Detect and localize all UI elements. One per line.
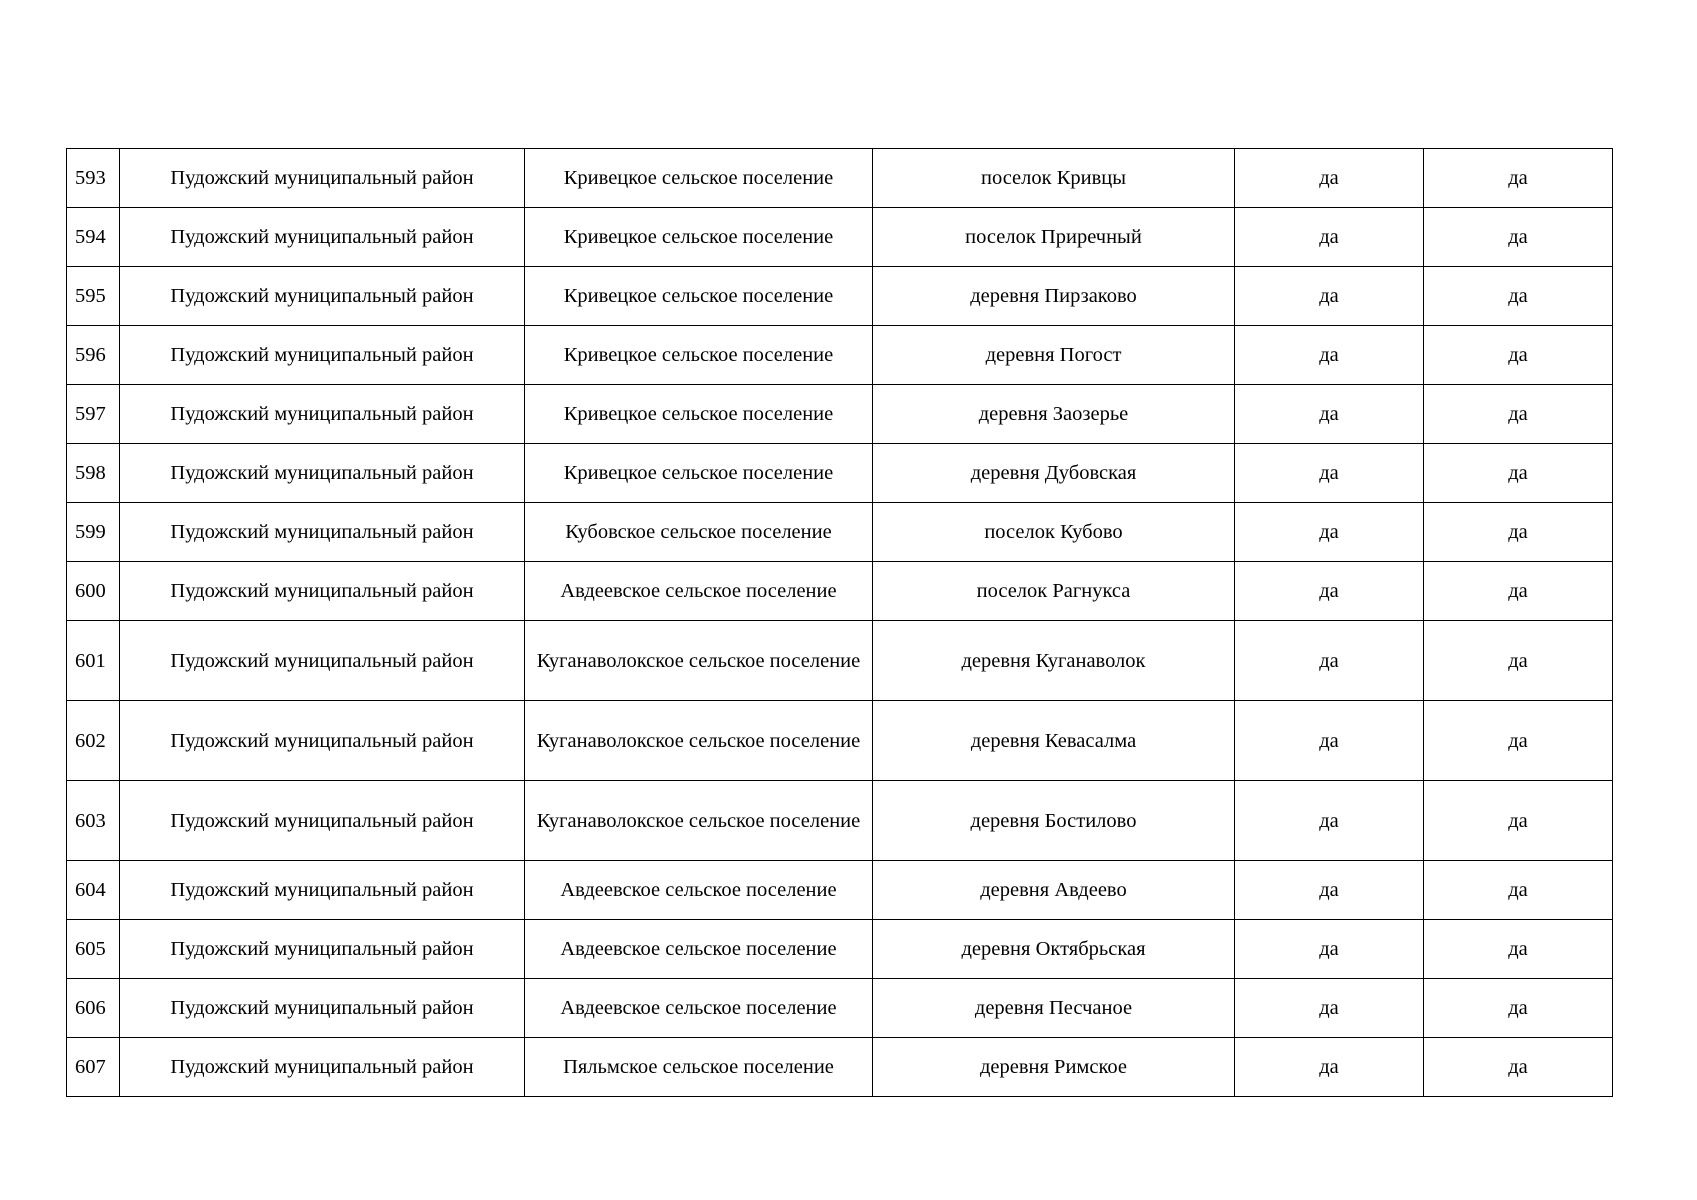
settlement-cell: Авдеевское сельское поселение	[525, 562, 873, 621]
locality-cell: деревня Куганаволок	[873, 621, 1235, 701]
settlement-cell: Кривецкое сельское поселение	[525, 326, 873, 385]
row-number-cell: 606	[67, 979, 120, 1038]
locality-cell: деревня Бостилово	[873, 781, 1235, 861]
flag-cell-2: да	[1424, 503, 1613, 562]
flag-cell-1: да	[1235, 149, 1424, 208]
table-row	[67, 861, 1613, 920]
locality-cell: деревня Римское	[873, 1038, 1235, 1097]
row-number-cell: 598	[67, 444, 120, 503]
flag-cell-2: да	[1424, 920, 1613, 979]
settlement-cell: Кривецкое сельское поселение	[525, 267, 873, 326]
district-cell: Пудожский муниципальный район	[120, 503, 525, 562]
flag-cell-2: да	[1424, 1038, 1613, 1097]
district-cell: Пудожский муниципальный район	[120, 920, 525, 979]
settlement-cell: Авдеевское сельское поселение	[525, 920, 873, 979]
district-cell: Пудожский муниципальный район	[120, 149, 525, 208]
flag-cell-1: да	[1235, 621, 1424, 701]
table-row	[67, 326, 1613, 385]
flag-cell-2: да	[1424, 208, 1613, 267]
district-cell: Пудожский муниципальный район	[120, 781, 525, 861]
locality-cell: поселок Кривцы	[873, 149, 1235, 208]
district-cell: Пудожский муниципальный район	[120, 385, 525, 444]
table-row	[67, 781, 1613, 861]
table-row	[67, 562, 1613, 621]
row-number-cell: 604	[67, 861, 120, 920]
locality-cell: деревня Октябрьская	[873, 920, 1235, 979]
settlement-cell: Кривецкое сельское поселение	[525, 208, 873, 267]
settlement-cell: Кривецкое сельское поселение	[525, 385, 873, 444]
locality-cell: поселок Кубово	[873, 503, 1235, 562]
flag-cell-1: да	[1235, 979, 1424, 1038]
table-row	[67, 208, 1613, 267]
settlement-cell: Кривецкое сельское поселение	[525, 444, 873, 503]
table-row	[67, 149, 1613, 208]
flag-cell-1: да	[1235, 920, 1424, 979]
flag-cell-2: да	[1424, 149, 1613, 208]
flag-cell-1: да	[1235, 781, 1424, 861]
row-number-cell: 596	[67, 326, 120, 385]
flag-cell-1: да	[1235, 503, 1424, 562]
settlements-table	[66, 148, 1613, 1097]
flag-cell-2: да	[1424, 621, 1613, 701]
settlement-cell: Куганаволокское сельское поселение	[525, 701, 873, 781]
row-number-cell: 593	[67, 149, 120, 208]
locality-cell: поселок Приречный	[873, 208, 1235, 267]
flag-cell-2: да	[1424, 979, 1613, 1038]
settlement-cell: Кривецкое сельское поселение	[525, 149, 873, 208]
district-cell: Пудожский муниципальный район	[120, 621, 525, 701]
settlement-cell: Авдеевское сельское поселение	[525, 979, 873, 1038]
row-number-cell: 605	[67, 920, 120, 979]
flag-cell-1: да	[1235, 326, 1424, 385]
flag-cell-1: да	[1235, 267, 1424, 326]
district-cell: Пудожский муниципальный район	[120, 208, 525, 267]
flag-cell-2: да	[1424, 562, 1613, 621]
row-number-cell: 597	[67, 385, 120, 444]
table-row	[67, 1038, 1613, 1097]
locality-cell: деревня Заозерье	[873, 385, 1235, 444]
district-cell: Пудожский муниципальный район	[120, 861, 525, 920]
locality-cell: деревня Кевасалма	[873, 701, 1235, 781]
flag-cell-1: да	[1235, 701, 1424, 781]
row-number-cell: 594	[67, 208, 120, 267]
district-cell: Пудожский муниципальный район	[120, 444, 525, 503]
table-row	[67, 267, 1613, 326]
flag-cell-2: да	[1424, 861, 1613, 920]
settlement-cell: Куганаволокское сельское поселение	[525, 621, 873, 701]
flag-cell-1: да	[1235, 562, 1424, 621]
district-cell: Пудожский муниципальный район	[120, 701, 525, 781]
table-row	[67, 920, 1613, 979]
row-number-cell: 601	[67, 621, 120, 701]
flag-cell-1: да	[1235, 444, 1424, 503]
table-row	[67, 503, 1613, 562]
locality-cell: деревня Пирзаково	[873, 267, 1235, 326]
locality-cell: деревня Погост	[873, 326, 1235, 385]
settlement-cell: Пяльмское сельское поселение	[525, 1038, 873, 1097]
flag-cell-2: да	[1424, 385, 1613, 444]
table-row	[67, 979, 1613, 1038]
settlement-cell: Куганаволокское сельское поселение	[525, 781, 873, 861]
row-number-cell: 599	[67, 503, 120, 562]
flag-cell-1: да	[1235, 208, 1424, 267]
table-row	[67, 621, 1613, 701]
table-row	[67, 701, 1613, 781]
row-number-cell: 595	[67, 267, 120, 326]
district-cell: Пудожский муниципальный район	[120, 979, 525, 1038]
table-row	[67, 444, 1613, 503]
row-number-cell: 600	[67, 562, 120, 621]
table-row	[67, 385, 1613, 444]
flag-cell-2: да	[1424, 701, 1613, 781]
district-cell: Пудожский муниципальный район	[120, 267, 525, 326]
district-cell: Пудожский муниципальный район	[120, 562, 525, 621]
settlement-cell: Кубовское сельское поселение	[525, 503, 873, 562]
flag-cell-1: да	[1235, 861, 1424, 920]
row-number-cell: 603	[67, 781, 120, 861]
row-number-cell: 602	[67, 701, 120, 781]
locality-cell: деревня Авдеево	[873, 861, 1235, 920]
flag-cell-2: да	[1424, 781, 1613, 861]
flag-cell-2: да	[1424, 444, 1613, 503]
locality-cell: поселок Рагнукса	[873, 562, 1235, 621]
flag-cell-1: да	[1235, 385, 1424, 444]
district-cell: Пудожский муниципальный район	[120, 326, 525, 385]
locality-cell: деревня Дубовская	[873, 444, 1235, 503]
district-cell: Пудожский муниципальный район	[120, 1038, 525, 1097]
settlement-cell: Авдеевское сельское поселение	[525, 861, 873, 920]
locality-cell: деревня Песчаное	[873, 979, 1235, 1038]
flag-cell-2: да	[1424, 326, 1613, 385]
flag-cell-1: да	[1235, 1038, 1424, 1097]
row-number-cell: 607	[67, 1038, 120, 1097]
flag-cell-2: да	[1424, 267, 1613, 326]
